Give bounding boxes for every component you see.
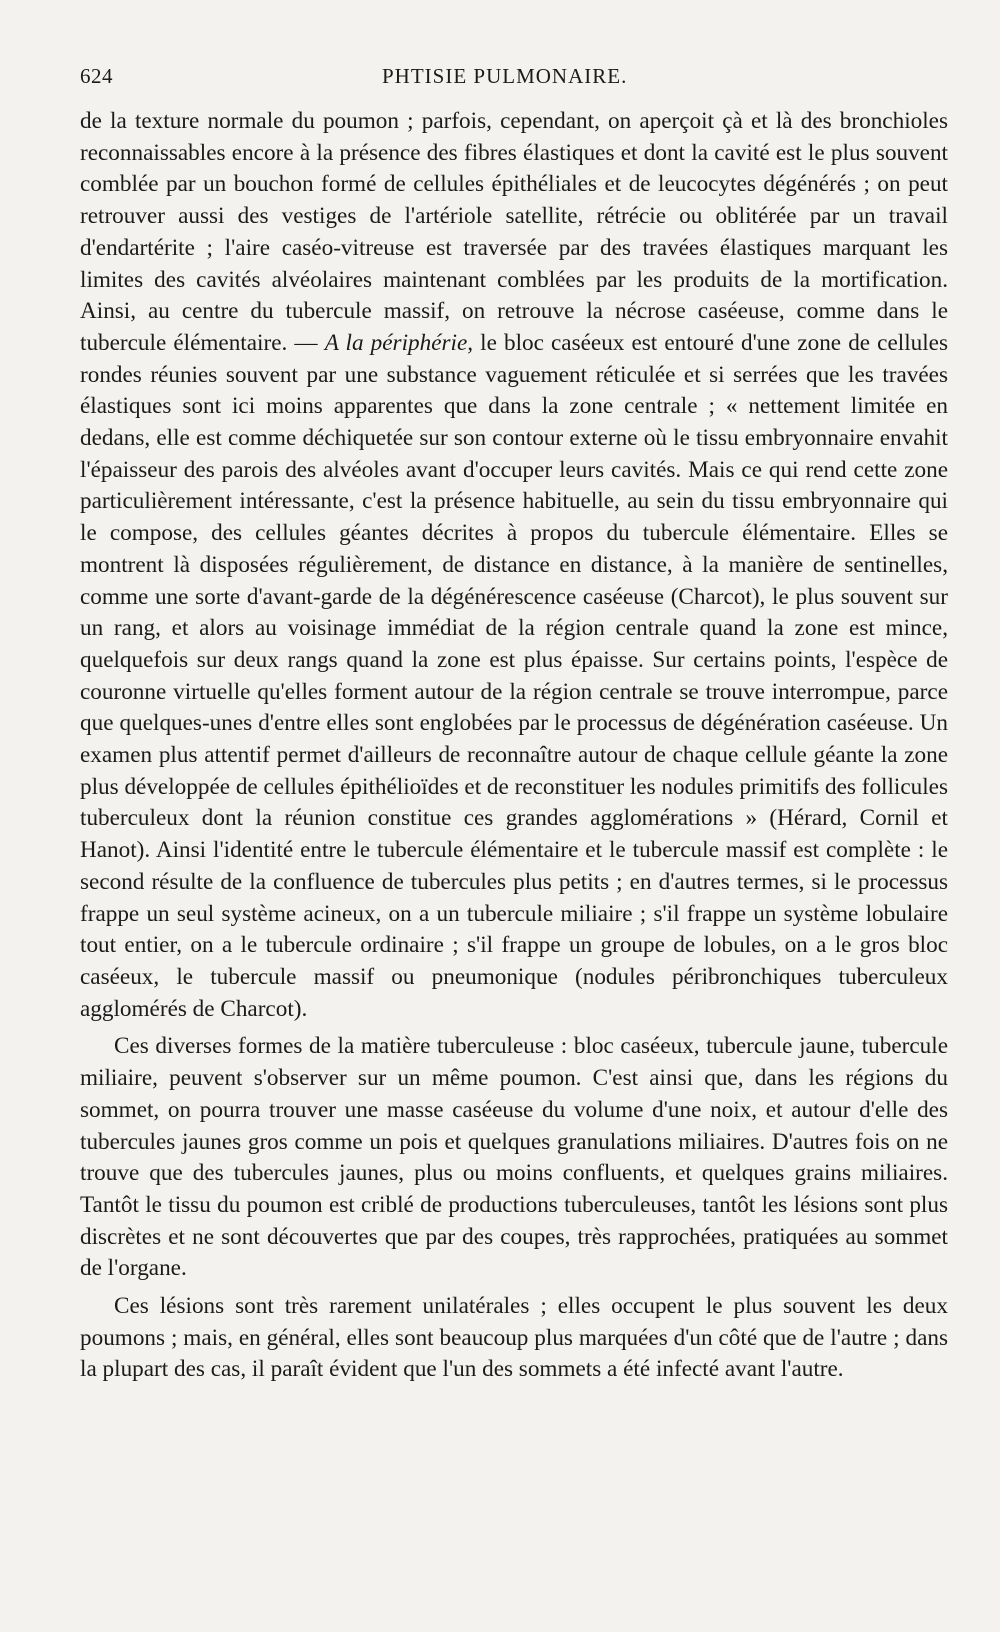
page-header xyxy=(80,64,948,98)
paragraph-2: Ces diverses formes de la matière tuberculeuse : bloc caséeux, tubercule jaune, tubercule miliaire, peuvent s'observer sur un même poumon. C'est ainsi que, dans les régions du sommet, on pourra trouver une masse caséeuse du volume d'une noix, et autour d'elle des tubercules jaunes gros comme un pois et quelques granulations miliaires. D'autres fois on ne trouve que des tubercules jaunes, plus ou moins confluents, et quelques grains miliaires. Tantôt le tissu du poumon est criblé de productions tuberculeuses, tantôt les lésions sont plus discrètes et ne sont découvertes que par des coupes, très rapprochées, pratiquées au sommet de l'organe. xyxy=(80,1033,948,1282)
paragraph-1-text-a: de la texture normale du poumon ; parfois, cependant, on aperçoit çà et là des bronchioles reconnaissables encore à la présence des fibres élastiques et dont la cavité est le plus souvent comblée par un bouchon formé de cellules épithéliales et de leucocytes dégénérés ; on peut retrouver aussi des vestiges de l'artériole satellite, rétrécie ou oblitérée par un travail d'endartérite ; l'aire caséo-vitreuse est traversée par des travées élastiques marquant les limites des cavités alvéolaires maintenant comblées par les produits de la mortification. Ainsi, au centre du tubercule massif, on retrouve la nécrose caséeuse, comme dans le tubercule élémentaire. — xyxy=(80,108,948,356)
paragraph-1-italic-phrase: A la périphérie, xyxy=(324,329,474,356)
paragraph-3: Ces lésions sont très rarement unilatérales ; elles occupent le plus souvent les deux poumons ; mais, en général, elles sont beaucoup plus marquées d'un côté que de l'autre ; dans la plupart des cas, il paraît évident que l'un des sommets a été infecté avant l'autre. xyxy=(80,1293,948,1383)
body-text xyxy=(80,106,948,1386)
page-number: 624 xyxy=(80,64,113,88)
paragraph-1 xyxy=(80,106,948,1025)
running-title: PHTISIE PULMONAIRE. xyxy=(382,64,628,88)
paragraph-1-text-b: le bloc caséeux est entouré d'une zone de cellules rondes réunies souvent par une substance vaguement réticulée et si serrées que les travées élastiques sont ici moins apparentes que dans la zone centrale ; « nettement limitée en dedans, elle est comme déchiquetée sur son contour externe où le tissu embryonnaire envahit l'épaisseur des parois des alvéoles avant d'occuper leurs cavités. Mais ce qui rend cette zone particulièrement intéressante, c'est la présence habituelle, au sein du tissu embryonnaire qui le compose, des cellules géantes décrites à propos du tubercule élémentaire. Elles se montrent là disposées régulièrement, de distance en distance, à la manière de sentinelles, comme une sorte d'avant-garde de la dégénérescence caséeuse (Charcot), le plus souvent sur un rang, et alors au voisinage immédiat de la région centrale quand la zone est mince, quelquefois sur deux rangs quand la zone est plus épaisse. Sur certains points, l'espèce de couronne virtuelle qu'elles forment autour de la région centrale se trouve interrompue, parce que quelques-unes d'entre elles sont englobées par le processus de dégénération caséeuse. Un examen plus attentif permet d'ailleurs de reconnaître autour de chaque cellule géante la zone plus développée de cellules épithélioïdes et de reconstituer les nodules primitifs des follicules tuberculeux dont la réunion constitue ces grandes agglomérations » (Hérard, Cornil et Hanot). Ainsi l'identité entre le tubercule élémentaire et le tubercule massif est complète : le second résulte de la confluence de tubercules plus petits ; en d'autres termes, si le processus frappe un seul système acineux, on a un tubercule miliaire ; s'il frappe un système lobulaire tout entier, on a le tubercule ordinaire ; s'il frappe un groupe de lobules, on a le gros bloc caséeux, le tubercule massif ou pneumonique (nodules péribronchiques tuberculeux agglomérés de Charcot). xyxy=(80,329,949,1022)
